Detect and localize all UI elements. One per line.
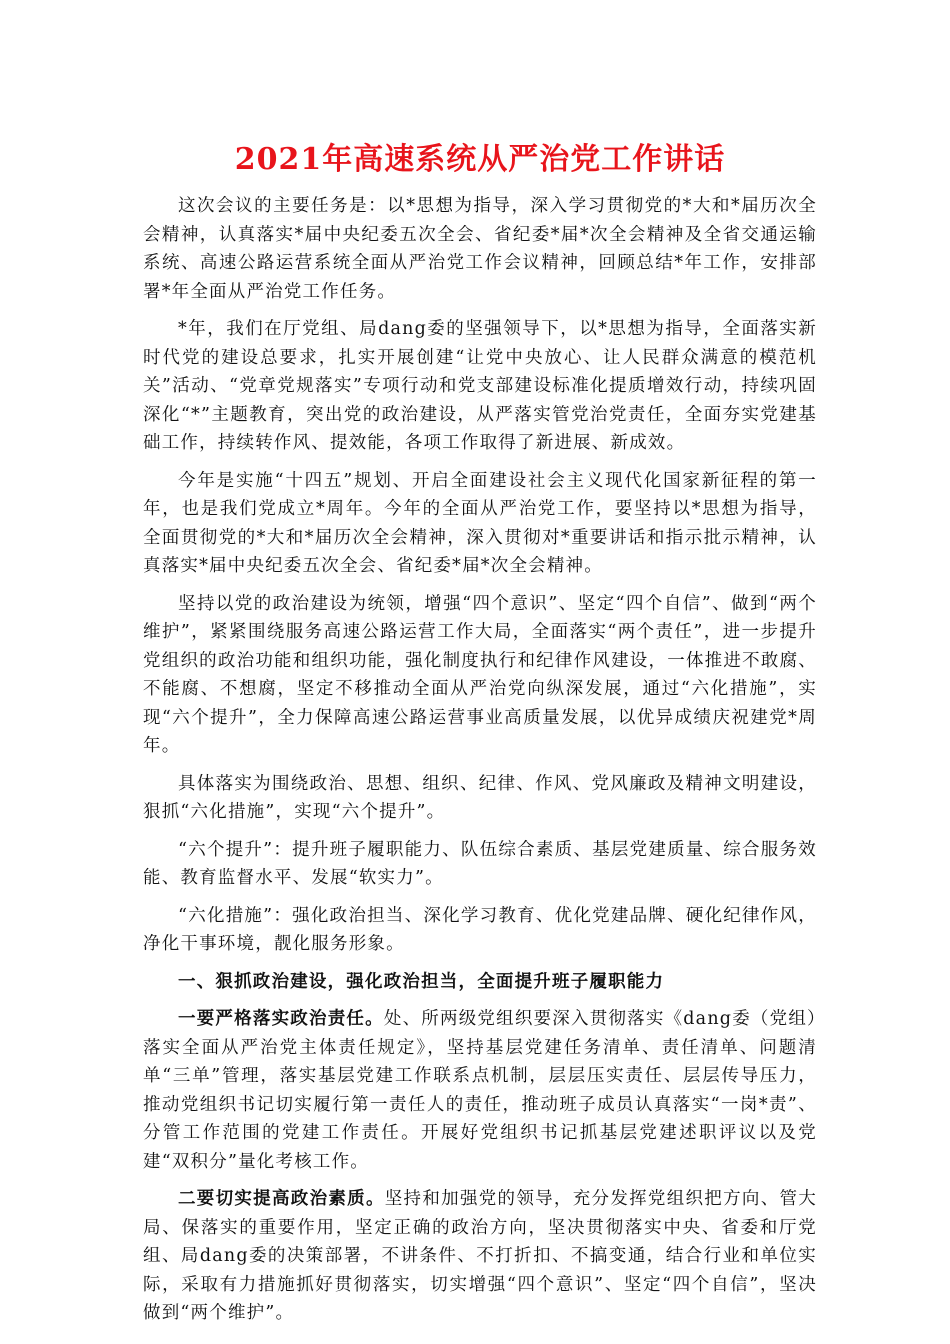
item-lead-text: 一要严格落实政治责任。: [178, 1009, 384, 1029]
paragraph-six-measures: “六化措施”：强化政治担当、深化学习教育、优化党建品牌、硬化纪律作风，净化干事环境，靓化服务形象。: [143, 905, 817, 954]
item-political-quality: [143, 1185, 817, 1328]
paragraph-last-year-review: *年，我们在厅党组、局dang委的坚强领导下，以*思想为指导，全面落实新时代党的建设总要求，扎实开展创建“让党中央放心、让人民群众满意的模范机关”活动、“党章党规落实”专项行动和党支部建设标准化提质增效行动，持续巩固深化“*”主题教育，突出党的政治建设，从严落实管党治党责任，全面夯实党建基础工作，持续转作风、提效能，各项工作取得了新进展、新成效。: [143, 319, 817, 453]
item-political-responsibility: [143, 1005, 817, 1176]
paragraph-implementation: 具体落实为围绕政治、思想、组织、纪律、作风、党风廉政及精神文明建设，狠抓“六化措施”，实现“六个提升”。: [143, 773, 817, 822]
paragraph-meeting-tasks: 这次会议的主要任务是：以*思想为指导，深入学习贯彻党的*大和*届历次全会精神，认真落实*届中央纪委五次全会、省纪委*届*次全会精神及全省交通运输系统、高速公路运营系统全面从严治党工作会议精神，回顾总结*年工作，安排部署*年全面从严治党工作任务。: [143, 196, 817, 302]
item-body-text: 坚持和加强党的领导，充分发挥党组织把方向、管大局、保落实的重要作用，坚定正确的政治方向，坚决贯彻落实中央、省委和厅党组、局dang委的决策部署，不讲条件、不打折扣、不搞变通，结合行业和单位实际，采取有力措施抓好贯彻落实，切实增强“四个意识”、坚定“四个自信”，坚决做到“两个维护”。: [143, 1189, 817, 1323]
paragraph-six-improvements: “六个提升”：提升班子履职能力、队伍综合素质、基层党建质量、综合服务效能、教育监督水平、发展“软实力”。: [143, 839, 817, 888]
section-heading: 一、狠抓政治建设，强化政治担当，全面提升班子履职能力: [178, 971, 665, 992]
document-title: 2021年高速系统从严治党工作讲话: [234, 142, 726, 177]
paragraph-this-year: 今年是实施“十四五”规划、开启全面建设社会主义现代化国家新征程的第一年，也是我们党成立*周年。今年的全面从严治党工作，要坚持以*思想为指导，全面贯彻党的*大和*届历次全会精神，深入贯彻对*重要讲话和指示批示精神，认真落实*届中央纪委五次全会、省纪委*届*次全会精神。: [143, 470, 817, 576]
paragraph-political-leadership: 坚持以党的政治建设为统领，增强“四个意识”、坚定“四个自信”、做到“两个维护”，紧紧围绕服务高速公路运营工作大局，全面落实“两个责任”，进一步提升党组织的政治功能和组织功能，强化制度执行和纪律作风建设，一体推进不敢腐、不能腐、不想腐，坚定不移推动全面从严治党向纵深发展，通过“六化措施”，实现“六个提升”，全力保障高速公路运营事业高质量发展，以优异成绩庆祝建党*周年。: [143, 593, 817, 756]
item-body-text: 处、所两级党组织要深入贯彻落实《dang委（党组）落实全面从严治党主体责任规定》，坚持基层党建任务清单、责任清单、问题清单“三单”管理，落实基层党建工作联系点机制，层层压实责任、层层传导压力，推动党组织书记切实履行第一责任人的责任，推动班子成员认真落实“一岗*责”、分管工作范围的党建工作责任。开展好党组织书记抓基层党建述职评议以及党建“双积分”量化考核工作。: [143, 1009, 818, 1172]
item-lead-text: 二要切实提高政治素质。: [178, 1189, 385, 1209]
